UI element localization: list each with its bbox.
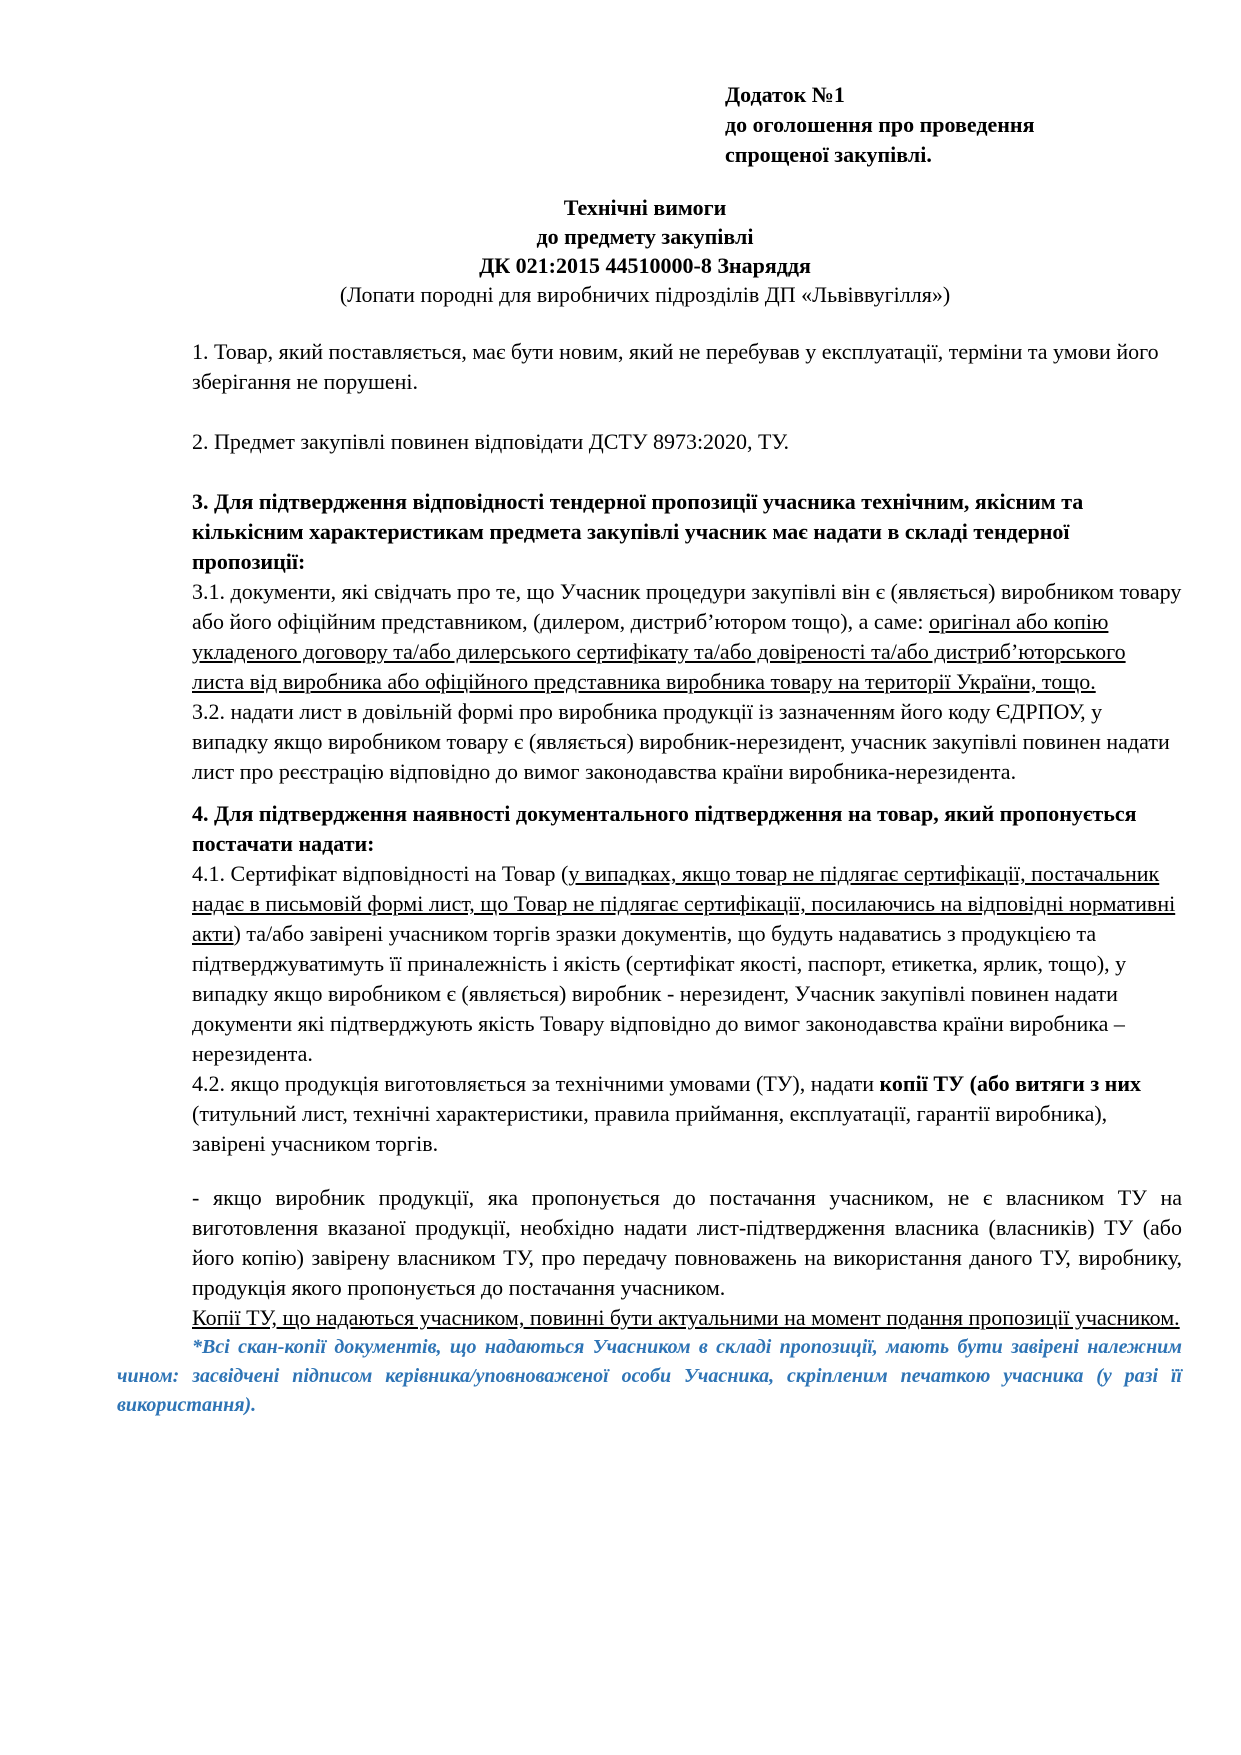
title-line-2: до предмету закупівлі [536,224,754,249]
annex-line-1: Додаток №1 [725,82,845,107]
section-3-heading: 3. Для підтвердження відповідності тендерної пропозиції учасника технічним, якісним та кількісним характеристикам предмета закупівлі учасник має надати в складі тендерної пропозиції: [192,489,1084,574]
section-4-item-1-pre: 4.1. Сертифікат відповідності на Товар ( [192,861,569,886]
section-3-item-1-text: 3.1. документи, які свідчать про те, що Учасник процедури закупівлі він є (являється) виробником товару або його офіційним представником, (дилером, дистриб’ютором тощо), а саме: [192,579,1182,634]
section-4-item-1 [192,859,1182,1069]
section-5-underlined-note: Копії ТУ, що надаються учасником, повинні бути актуальними на момент подання пропозиції учасником. [192,1305,1180,1330]
title-line-1: Технічні вимоги [563,195,727,220]
section-3-item-1 [192,577,1182,697]
section-4-item-2-bold: копії ТУ (або витяги з них [879,1071,1142,1096]
section-5-paragraph: - якщо виробник продукції, яка пропонується до постачання учасником, не є власником ТУ на виготовлення вказаної продукції, необхідно надати лист-підтвердження власника (власників) ТУ (або його копію) завірену власником ТУ, про передачу повноважень на використання даного ТУ, виробнику, продукція якого пропонується до постачання учасником. [192,1185,1182,1300]
title-line-3: ДК 021:2015 44510000-8 Знаряддя [479,253,811,278]
section-4-item-1-post: ) та/або завірені учасником торгів зразки документів, що будуть надаватись з продукцією та підтверджуватимуть її приналежність і якість (сертифікат якості, паспорт, етикетка, ярлик, тощо), у випадку якщо виробником є (являється) виробник - нерезидент, Учасник закупівлі повинен надати документи які підтверджують якість Товару відповідно до вимог законодавства країни виробника – нерезидента. [192,921,1127,1066]
annex-line-2: до оголошення про проведення [725,112,1035,137]
document-title [150,193,1140,309]
section-4-item-2 [192,1069,1182,1159]
annex-header [725,80,1035,170]
section-1-paragraph: 1. Товар, який поставляється, має бути новим, який не перебував у експлуатації, терміни та умови його зберігання не порушені. [192,339,1159,394]
document-body [117,337,1182,1420]
section-4-item-2-pre: 4.2. якщо продукція виготовляється за технічними умовами (ТУ), надати [192,1071,880,1096]
section-4-item-1-underlined: у випадках, якщо товар не підлягає сертифікації, постачальник надає в письмовій формі лист, що Товар не підлягає сертифікації, посилаючись на відповідні нормативні акти [192,861,1176,946]
section-3-item-2: 3.2. надати лист в довільній формі про виробника продукції із зазначенням його коду ЄДРПОУ, у випадку якщо виробником товару є (являється) виробник-нерезидент, учасник закупівлі повинен надати лист про реєстрацію відповідно до вимог законодавства країни виробника-нерезидента. [192,699,1170,784]
title-subtitle: (Лопати породні для виробничих підрозділів ДП «Львіввугілля») [339,282,951,307]
annex-line-3: спрощеної закупівлі. [725,142,932,167]
section-3-item-1-underlined: оригінал або копію укладеного договору та/або дилерського сертифікату та/або довіреності та/або дистриб’юторського листа від виробника або офіційного представника виробника товару на території України, тощо. [192,609,1126,694]
section-4-item-2-post: (титульний лист, технічні характеристики, правила приймання, експлуатації, гарантії виробника), завірені учасником торгів. [192,1101,1108,1156]
certification-note: *Всі скан-копії документів, що надаються Учасником в складі пропозиції, мають бути завірені належним чином: засвідчені підписом керівника/уповноваженої особи Учасника, скріпленим печаткою учасника (у разі її використання). [117,1336,1182,1416]
section-4-heading: 4. Для підтвердження наявності документального підтвердження на товар, який пропонується постачати надати: [192,801,1137,856]
section-2-paragraph: 2. Предмет закупівлі повинен відповідати ДСТУ 8973:2020, ТУ. [192,429,789,454]
